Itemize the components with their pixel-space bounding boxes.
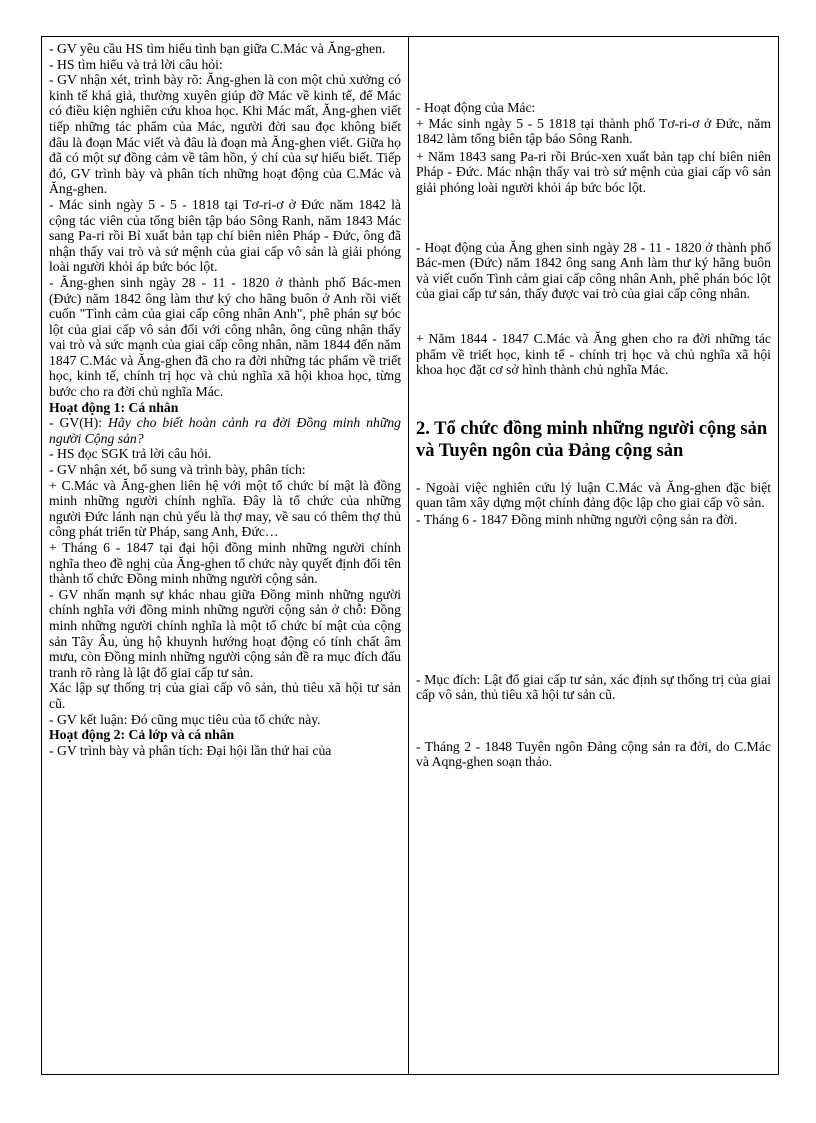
activity-1-heading: Hoạt động 1: Cá nhân: [49, 399, 179, 415]
left-para: - GV trình bày và phân tích: Đại hội lần thứ hai của: [49, 742, 332, 758]
left-para: + Tháng 6 - 1847 tại đại hội đồng minh những người chính nghĩa theo đề nghị của Ăng-ghen tổ chức này quyết định đổi tên thành tổ chức Đồng minh những người cộng sản.: [49, 540, 401, 587]
question-para: [49, 415, 401, 446]
right-para: + Mác sinh ngày 5 - 5 1818 tại thành phố Tơ-ri-ơ ở Đức, năm 1842 làm tổng biên tập báo Sông Ranh.: [416, 115, 771, 147]
right-para: - Tháng 2 - 1848 Tuyên ngôn Đảng cộng sản ra đời, do C.Mác và Aqng-ghen soạn thảo.: [416, 738, 771, 770]
right-para: - Mục đích: Lật đổ giai cấp tư sản, xác định sự thống trị của giai cấp vô sản, thủ tiêu xã hội tư sản cũ.: [416, 671, 771, 703]
left-para: - HS tìm hiểu và trả lời câu hỏi:: [49, 56, 223, 72]
right-para: - Hoạt động của Mác:: [416, 100, 536, 115]
left-para: - GV nhận xét, trình bày rõ: Ăng-ghen là con một chủ xưởng có kinh tế khá giả, thường xuyên giúp đỡ Mác về kinh tế, để Mác có điều kiện nghiên cứu khoa học. Khi Mác mất, Ăng-ghen viết tiếp những tác phẩm của Mác, người đời sau đọc không biết đâu là đoạn Mác viết và đâu là đoạn mà Ăng-ghen viết. Giữa họ đã có một sự đồng cảm về tâm hồn, ý chí của sự hiểu biết. Tiếp đó, GV trình bày và phân tích những hoạt động của C.Mác và Ăng-ghen.: [49, 72, 401, 197]
left-para: - Ăng-ghen sinh ngày 28 - 11 - 1820 ở thành phố Bác-men (Đức) năm 1842 ông làm thư ký cho hãng buôn ở Anh rồi viết cuốn "Tình cảm của giai cấp công nhân Anh", phê phán sự bóc lột của giai cấp vô sản đối với công nhân, ông cũng nhận thấy vai trò và sức mạnh của giai cấp công nhân, năm 1844 đến năm 1847 C.Mác và Ăng-ghen đã cho ra đời những tác phẩm về triết học, kinh tế, chính trị học và chủ nghĩa xã hội khoa học, từng bước cho ra đời chủ nghĩa Mác.: [49, 274, 401, 400]
knowledge-content-column: [409, 37, 778, 1074]
right-para: - Ngoài việc nghiên cứu lý luận C.Mác và Ăng-ghen đặc biệt quan tâm xây dựng một chính đảng độc lập cho giai cấp vô sản.: [416, 479, 771, 511]
activity-2-heading: Hoạt động 2: Cả lớp và cá nhân: [49, 727, 235, 743]
right-para: + Năm 1843 sang Pa-ri rồi Brúc-xen xuất bản tạp chí biên niên Pháp - Đức. Mác nhận thấy vai trò sứ mệnh của giai cấp vô sản giải phóng loài người khỏi áp bức bóc lột.: [416, 148, 771, 195]
left-para: - GV yêu cầu HS tìm hiểu tình bạn giữa C.Mác và Ăng-ghen.: [49, 41, 386, 56]
left-para: - HS đọc SGK trả lời câu hỏi.: [49, 446, 212, 462]
left-para: - GV nhận xét, bổ sung và trình bày, phân tích:: [49, 462, 306, 478]
left-para: + C.Mác và Ăng-ghen liên hệ với một tổ chức bí mật là đồng minh những người chính nghĩa. Đây là tổ chức của những người Đức lánh nạn chủ yếu là thợ may, về sau có thêm thợ thủ công phát triển từ Pháp, sang Anh, Đức…: [49, 477, 401, 540]
lesson-table: [41, 36, 779, 1075]
question-text: Hãy cho biết hoàn cảnh ra đời Đồng minh những người Cộng sản?: [49, 415, 402, 446]
right-para: + Năm 1844 - 1847 C.Mác và Ăng ghen cho ra đời những tác phẩm về triết học, kinh tế - chính trị học và chủ nghĩa xã hội khoa học đặt cơ sở hình thành chủ nghĩa Mác.: [416, 330, 771, 378]
teacher-student-activities-column: [42, 37, 409, 1074]
left-para: - GV nhấn mạnh sự khác nhau giữa Đồng minh những người chính nghĩa với đồng minh những người cộng sản ở chỗ: Đồng minh những người chính nghĩa là một tổ chức bí mật của cộng sản Tây Âu, ủng hộ khuynh hướng hoạt động có tính chất âm mưu, còn Đồng minh những người cộng sản đề ra mục đích đấu tranh rõ ràng là lật đổ giai cấp tư sản.: [49, 586, 401, 680]
left-para: - Mác sinh ngày 5 - 5 - 1818 tại Tơ-ri-ơ ở Đức năm 1842 là cộng tác viên của tổng biên tập báo Sông Ranh, năm 1843 Mác sang Pa-ri rồi Bỉ xuất bản tạp chí biên niên Pháp - Đức, ông đã nhận thấy vai trò và sứ mệnh của giai cấp vô sản là giải phóng loài người khỏi áp bức bóc lột.: [49, 196, 401, 275]
right-para: - Tháng 6 - 1847 Đồng minh những người cộng sản ra đời.: [416, 511, 738, 527]
left-para: - GV kết luận: Đó cũng mục tiêu của tổ chức này.: [49, 711, 321, 727]
question-prefix: - GV(H):: [49, 415, 108, 431]
left-para: Xác lập sự thống trị của giai cấp vô sản, thủ tiêu xã hội tư sản cũ.: [49, 680, 401, 711]
section-2-heading: 2. Tổ chức đồng minh những người cộng sản và Tuyên ngôn của Đảng cộng sản: [416, 418, 768, 461]
right-para: - Hoạt động của Ăng ghen sinh ngày 28 - 11 - 1820 ở thành phố Bác-men (Đức) năm 1842 ông sang Anh làm thư ký hãng buôn và viết cuốn Tình cảm giai cấp công nhân Anh, phê phán bóc lột của giai cấp tư sản, thấy được vai trò của giai cấp công nhân.: [416, 239, 771, 302]
